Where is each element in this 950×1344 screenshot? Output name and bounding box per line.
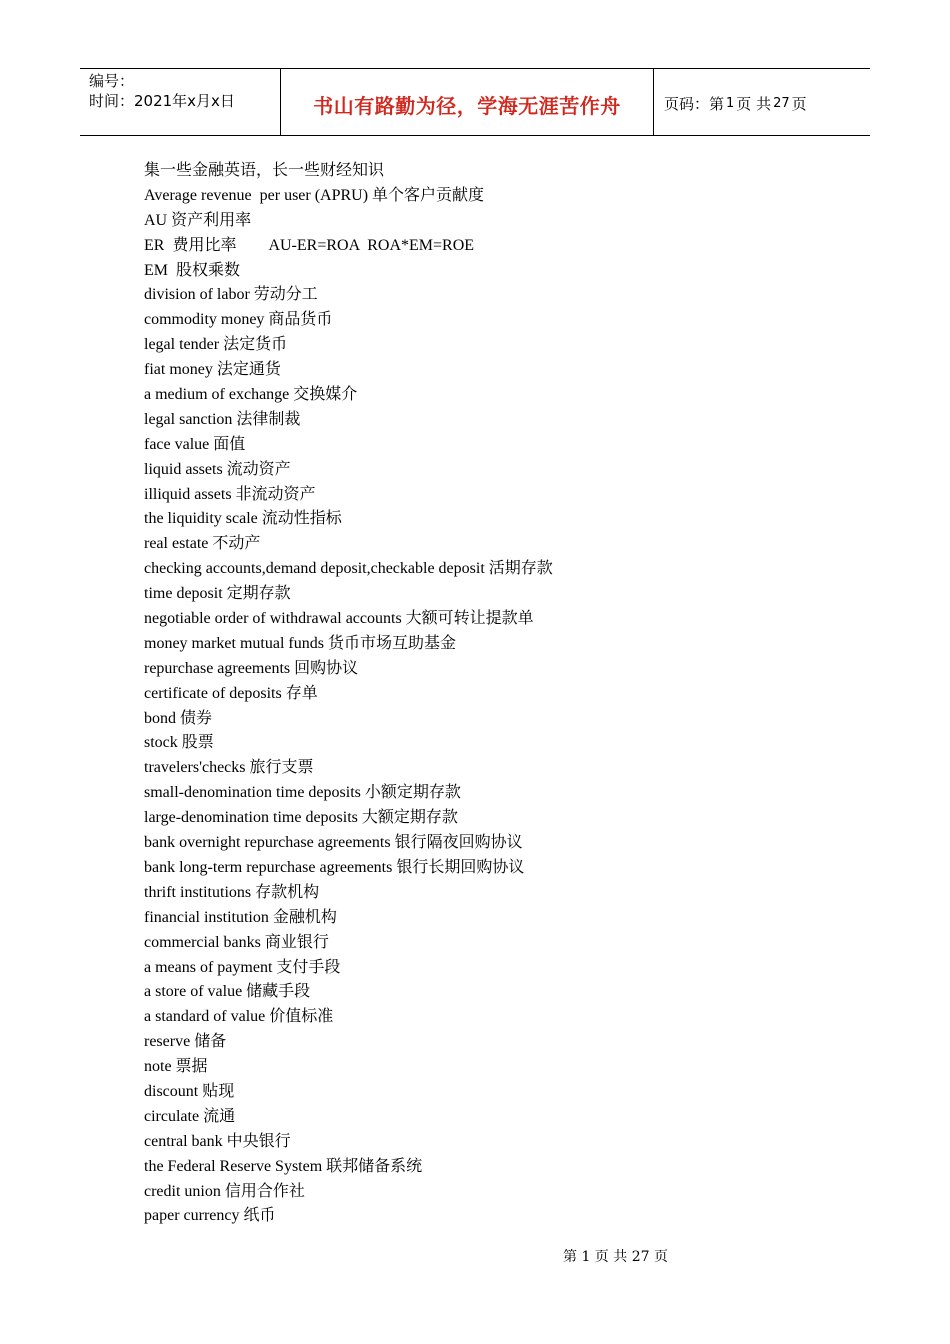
- glossary-line: credit union 信用合作社: [144, 1182, 305, 1200]
- glossary-line: a store of value 储藏手段: [144, 983, 311, 1001]
- glossary-line: central bank 中央银行: [144, 1132, 291, 1150]
- header-page-number: [654, 69, 870, 135]
- glossary-line: money market mutual funds 货币市场互助基金: [144, 634, 456, 652]
- glossary-line: checking accounts,demand deposit,checkable deposit 活期存款: [144, 560, 553, 578]
- glossary-line: ER 费用比率 AU-ER=ROA ROA*EM=ROE: [144, 236, 475, 254]
- glossary-line: liquid assets 流动资产: [144, 460, 291, 478]
- glossary-line: EM 股权乘数: [144, 261, 241, 279]
- glossary-line: large-denomination time deposits 大额定期存款: [144, 809, 458, 827]
- glossary-line: legal tender 法定货币: [144, 336, 288, 354]
- glossary-line: small-denomination time deposits 小额定期存款: [144, 784, 461, 802]
- glossary-line: time deposit 定期存款: [144, 585, 291, 603]
- glossary-line: note 票据: [144, 1058, 208, 1076]
- glossary-line: negotiable order of withdrawal accounts 大额可转让提款单: [144, 610, 534, 628]
- glossary-line: real estate 不动产: [144, 535, 261, 553]
- glossary-line: a standard of value 价值标准: [144, 1008, 334, 1026]
- glossary-line: bond 债券: [144, 709, 213, 727]
- glossary-line: paper currency 纸币: [144, 1207, 276, 1225]
- header-motto-cell: [281, 69, 654, 135]
- page-total: 27: [773, 95, 790, 111]
- glossary-line: travelers'checks 旅行支票: [144, 759, 314, 777]
- glossary-line: the liquidity scale 流动性指标: [144, 510, 342, 528]
- header-meta: [80, 69, 281, 135]
- page-footer: 第 1 页 共 27 页: [563, 1249, 668, 1265]
- page-mid: 页 共: [736, 94, 772, 113]
- glossary-line: bank overnight repurchase agreements 银行隔夜回购协议: [144, 834, 523, 852]
- glossary-line: illiquid assets 非流动资产: [144, 485, 316, 503]
- motto-text: 书山有路勤为径，学海无涯苦作舟: [313, 93, 621, 118]
- glossary-line: stock 股票: [144, 734, 214, 752]
- glossary-line: Average revenue per user (APRU) 单个客户贡献度: [144, 186, 485, 204]
- glossary-line: thrift institutions 存款机构: [144, 883, 320, 901]
- time-label: 时间：2021年x月x日: [89, 92, 235, 110]
- glossary-line: reserve 储备: [144, 1033, 227, 1051]
- glossary-list: [144, 159, 844, 1229]
- page-header: [80, 68, 870, 136]
- glossary-line: bank long-term repurchase agreements 银行长期回购协议: [144, 858, 525, 876]
- glossary-line: discount 贴现: [144, 1082, 235, 1100]
- glossary-line: circulate 流通: [144, 1107, 236, 1125]
- glossary-line: a medium of exchange 交换媒介: [144, 386, 358, 404]
- glossary-line: certificate of deposits 存单: [144, 684, 318, 702]
- page-suffix: 页: [791, 94, 807, 113]
- glossary-line: face value 面值: [144, 435, 246, 453]
- glossary-line: 集一些金融英语，长一些财经知识: [144, 162, 385, 179]
- glossary-line: legal sanction 法律制裁: [144, 410, 301, 428]
- glossary-line: a means of payment 支付手段: [144, 958, 341, 976]
- glossary-line: commodity money 商品货币: [144, 311, 333, 329]
- code-label: 编号：: [89, 72, 135, 90]
- glossary-line: financial institution 金融机构: [144, 908, 337, 926]
- glossary-line: fiat money 法定通货: [144, 361, 281, 379]
- page-current: 1: [726, 95, 735, 111]
- glossary-line: AU 资产利用率: [144, 211, 252, 229]
- page-prefix: 页码：第: [664, 94, 725, 113]
- glossary-line: division of labor 劳动分工: [144, 286, 318, 304]
- glossary-line: the Federal Reserve System 联邦储备系统: [144, 1157, 423, 1175]
- glossary-line: repurchase agreements 回购协议: [144, 659, 359, 677]
- glossary-line: commercial banks 商业银行: [144, 933, 329, 951]
